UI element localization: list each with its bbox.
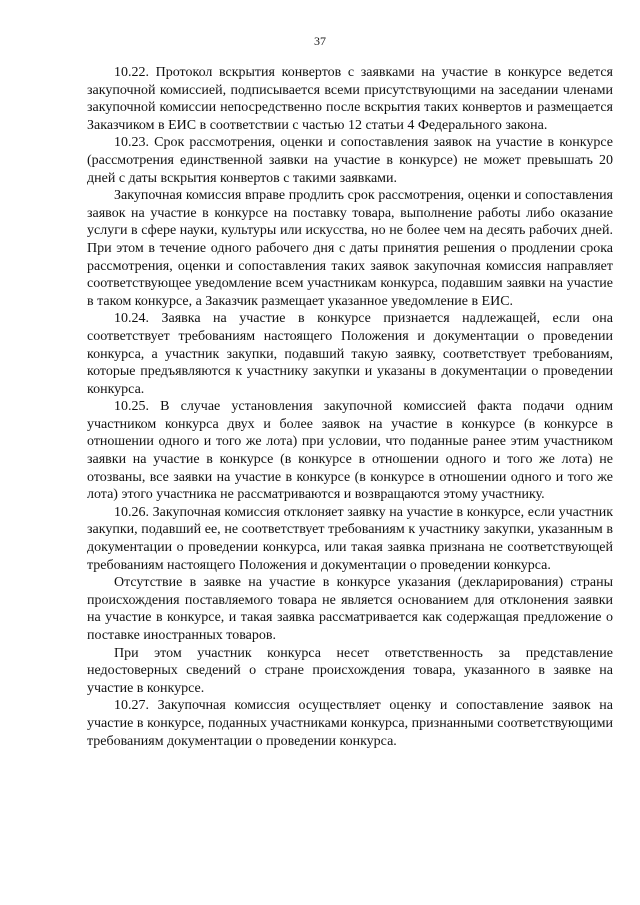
paragraph-10-22: 10.22. Протокол вскрытия конвертов с заявками на участие в конкурсе ведется закупочной комиссией, подписывается всеми присутствующими на заседании членами закупочной комиссии непосредственно после вскрытия таких конвертов и размещается Заказчиком в ЕИС в соответствии с частью 12 статьи 4 Федерального закона. — [87, 65, 613, 133]
paragraph-participant-responsibility: При этом участник конкурса несет ответственность за представление недостоверных сведений о стране происхождения товара, указанного в заявке на участие в конкурсе. — [87, 645, 613, 696]
page-number: 37 — [314, 34, 326, 48]
paragraph-10-24: 10.24. Заявка на участие в конкурсе признается надлежащей, если она соответствует требованиям настоящего Положения и документации о проведении конкурса, а участник закупки, подавший такую заявку, соответствует требованиям, которые предъявляются к участнику закупки и указаны в документации о проведении конкурса. — [87, 311, 613, 397]
paragraph-10-26: 10.26. Закупочная комиссия отклоняет заявку на участие в конкурсе, если участник закупки, подавший ее, не соответствует требованиям к участнику закупки, указанным в документации о проведении конкурса, или такая заявка признана не соответствующей требованиям настоящего Положения и документации о проведении конкурса. — [87, 504, 613, 573]
document-body — [87, 64, 613, 750]
paragraph-10-27: 10.27. Закупочная комиссия осуществляет оценку и сопоставление заявок на участие в конкурсе, поданных участниками конкурса, признанными соответствующими требованиям документации о проведении конкурса. — [87, 698, 613, 749]
paragraph-10-23: 10.23. Срок рассмотрения, оценки и сопоставления заявок на участие в конкурсе (рассмотрения единственной заявки на участие в конкурсе) не может превышать 20 дней с даты вскрытия конвертов с такими заявками. — [87, 135, 613, 186]
paragraph-country-of-origin: Отсутствие в заявке на участие в конкурсе указания (декларирования) страны происхождения поставляемого товара не является основанием для отклонения заявки на участие в конкурсе, и такая заявка рассматривается как содержащая предложение о поставке иностранных товаров. — [87, 575, 613, 643]
paragraph-10-25: 10.25. В случае установления закупочной комиссией факта подачи одним участником конкурса двух и более заявок на участие в конкурсе (в конкурсе в отношении одного и того же лота) при условии, что поданные ранее этим участником заявки на участие в конкурсе (в конкурсе в отношении одного и того же лота) не отозваны, все заявки на участие в конкурсе (в конкурсе в отношении одного и того же лота) этого участника не рассматриваются и возвращаются этому участнику. — [87, 399, 613, 503]
paragraph-extension-of-term: Закупочная комиссия вправе продлить срок рассмотрения, оценки и сопоставления заявок на участие в конкурсе на поставку товара, выполнение работы либо оказание услуги в сфере науки, культуры или искусства, но не более чем на десять рабочих дней. При этом в течение одного рабочего дня с даты принятия решения о продлении срока рассмотрения, оценки и сопоставления таких заявок закупочная комиссия направляет соответствующее уведомление всем участникам конкурса, подавшим заявки на участие в таком конкурсе, а Заказчик размещает указанное уведомление в ЕИС. — [87, 188, 613, 309]
